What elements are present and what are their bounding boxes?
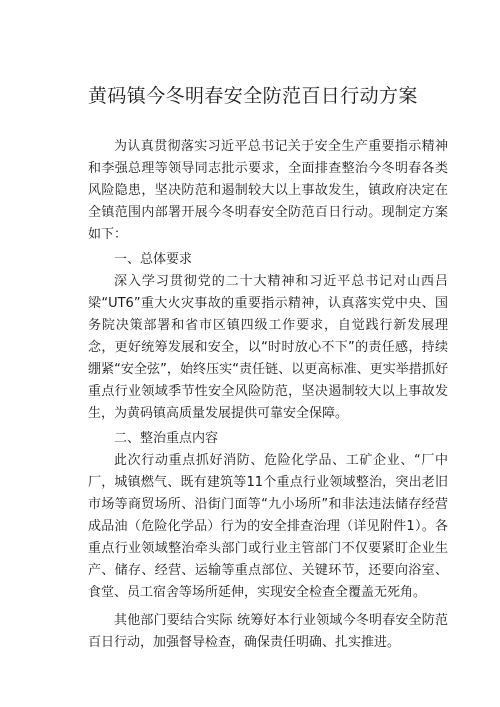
other-departments-paragraph: 其他部门要结合实际 统筹好本行业领域今冬明春安全防范百日行动，加强督导检查，确保责任明确、扎实推进。	[88, 613, 448, 650]
document-body	[88, 136, 448, 654]
intro-paragraph: 为认真贯彻落实习近平总书记关于安全生产重要指示精神和李强总理等领导同志批示要求，全面排查整治今冬明春各类风险隐患，坚决防范和遏制较大以上事故发生，镇政府决定在全镇范围内部署开展今冬明春安全防范百日行动。现制定方案如下：	[88, 139, 448, 242]
general-requirements-paragraph: 深入学习贯彻党的二十大精神和习近平总书记对山西吕梁“UT6”重大火灾事故的重要指示精神，认真落实党中央、国务院决策部署和省市区镇四级工作要求，自觉践行新发展理念，更好统筹发展和安全，以“时时放心不下”的责任感，持续绷紧“安全弦”，始终压实“责任链、以更高标准、更实举措抓好重点行业领域季节性安全风险防范，坚决遏制较大以上事故发生，为黄码镇高质量发展提供可靠安全保障。	[88, 274, 448, 421]
key-rectification-paragraph: 此次行动重点抓好消防、危险化学品、工矿企业、“厂中厂，城镇燃气、既有建筑等11个重点行业领域整治，突出老旧市场等商贸场所、沿街门面等“九小场所”和非法违法储存经营成品油（危险化学品）行为的安全排查治理（详见附件1）。各重点行业领域整治牵头部门或行业主管部门不仅要紧盯企业生产、储存、经营、运输等重点部位、关键环节，还要向浴室、食堂、员工宿舍等场所延伸，实现安全检查全覆盖无死角。	[88, 453, 448, 600]
document-title: 黄码镇今冬明春安全防范百日行动方案	[88, 85, 418, 107]
section-heading-general-requirements: 一、总体要求	[114, 252, 193, 267]
section-heading-key-rectification: 二、整治重点内容	[114, 431, 219, 446]
